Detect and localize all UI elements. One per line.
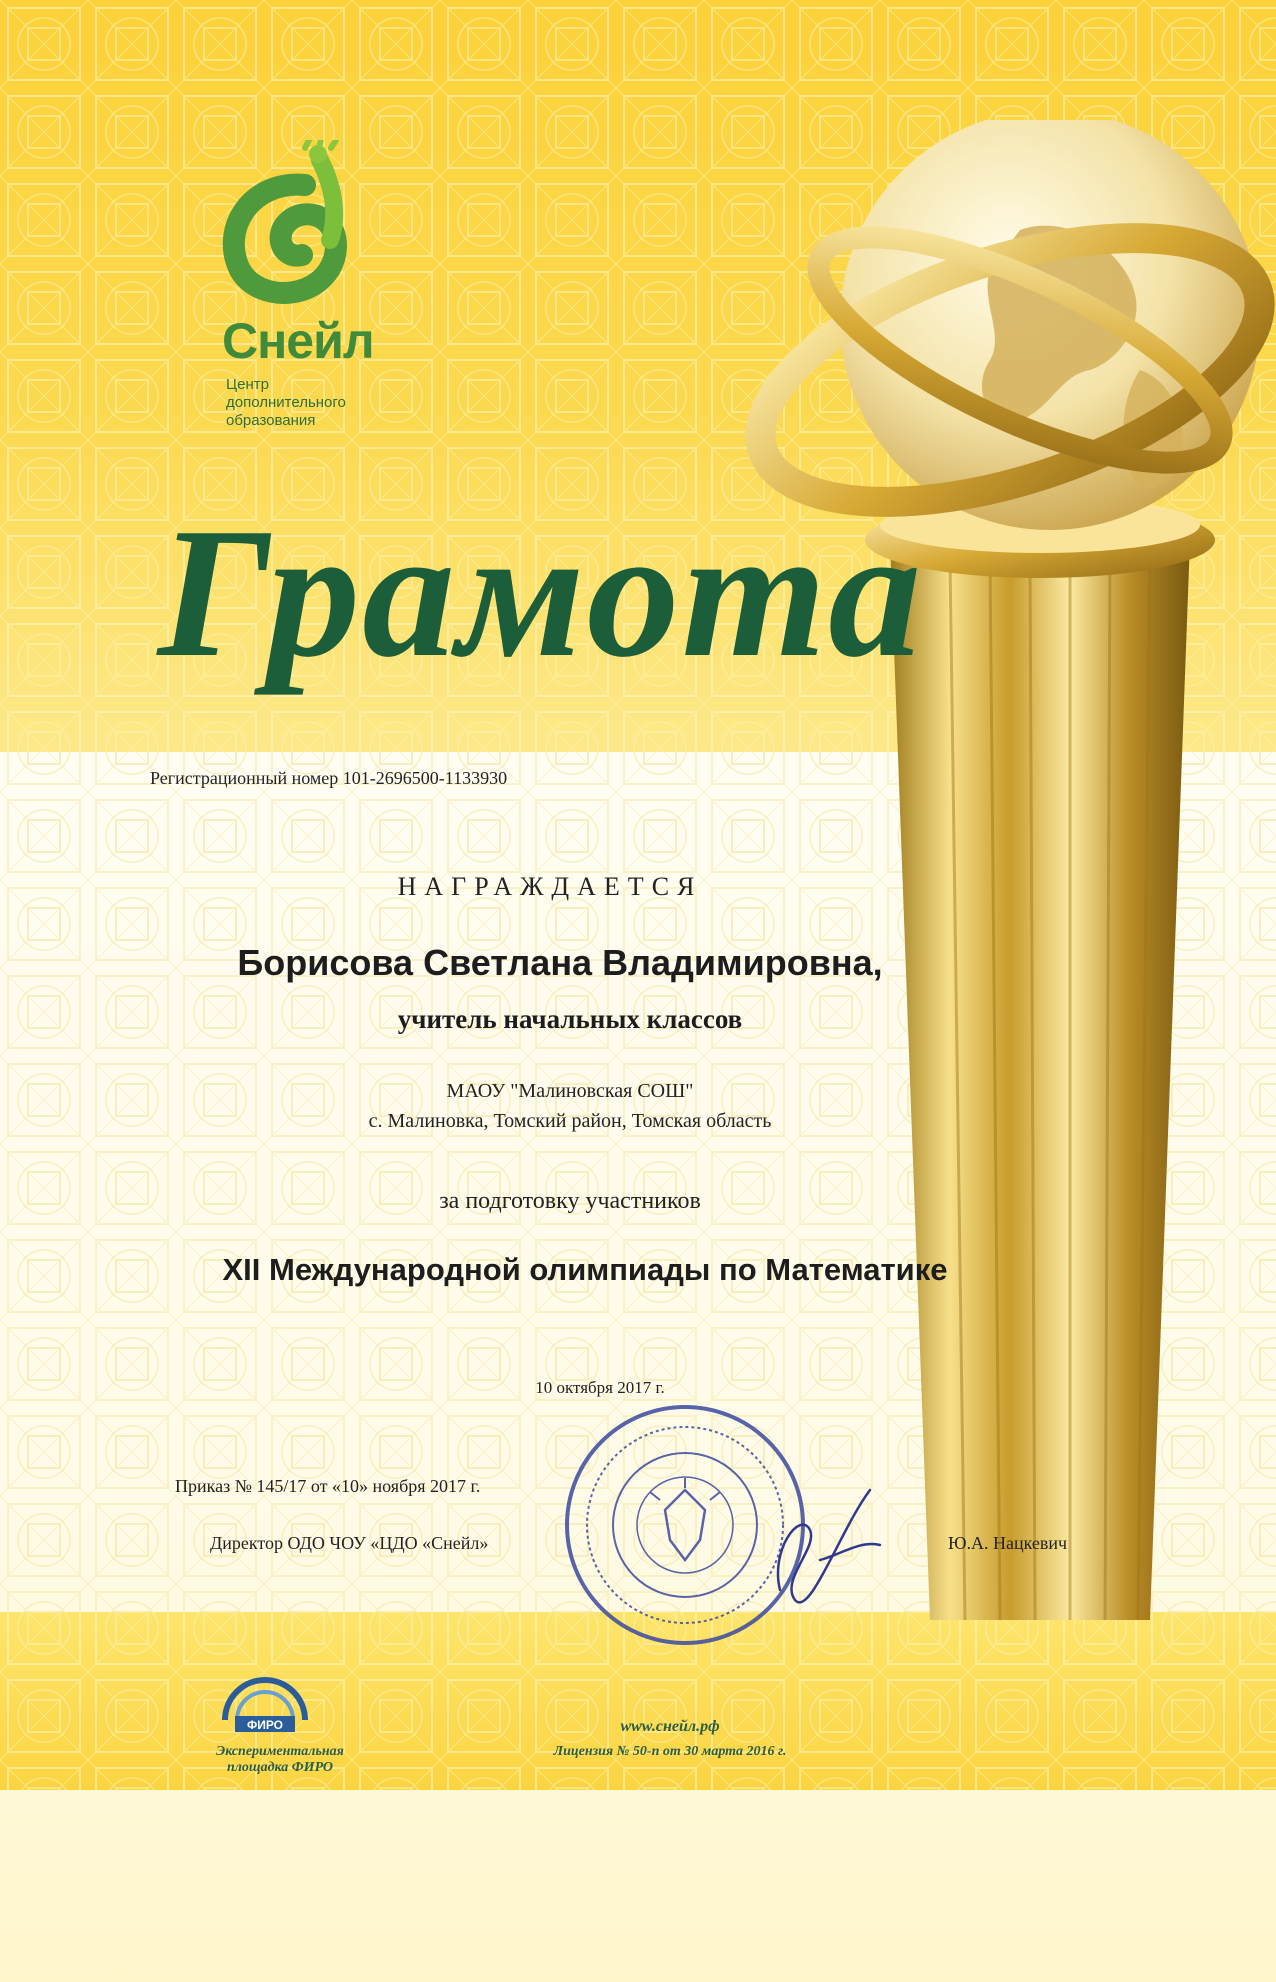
website-link[interactable]: www.снейл.рф — [620, 1718, 720, 1735]
event-name: XII Международной олимпиады по Математике — [222, 1252, 948, 1287]
firo-caption-line: Экспериментальная — [216, 1744, 344, 1759]
snail-spiral-icon — [210, 140, 380, 310]
logo-subtitle — [226, 376, 406, 430]
logo-subtitle-line: Центр — [226, 376, 269, 393]
logo-subtitle-line: дополнительного — [226, 394, 346, 411]
trophy-globe-illustration — [720, 120, 1276, 1620]
logo-name: Снейл — [222, 313, 374, 369]
award-reason: за подготовку участников — [439, 1188, 701, 1214]
award-date: 10 октября 2017 г. — [535, 1378, 665, 1397]
director-title: Директор ОДО ЧОУ «ЦДО «Снейл» — [210, 1533, 489, 1553]
certificate-title: Грамота — [158, 490, 924, 696]
recipient-name: Борисова Светлана Владимировна, — [237, 942, 883, 983]
firo-caption — [180, 1744, 380, 1776]
firo-emblem-icon — [215, 1660, 315, 1740]
school-address: с. Малиновка, Томский район, Томская область — [368, 1110, 772, 1132]
school-info — [170, 1076, 970, 1136]
registration-number: Регистрационный номер 101-2696500-1133930 — [150, 768, 508, 788]
director-name: Ю.А. Нацкевич — [948, 1533, 1068, 1553]
firo-caption-line: площадка ФИРО — [226, 1760, 334, 1775]
svg-text:ФИРО: ФИРО — [246, 1718, 284, 1732]
order-number: Приказ № 145/17 от «10» ноября 2017 г. — [175, 1476, 481, 1496]
recipient-position: учитель начальных классов — [397, 1004, 743, 1034]
director-signature — [740, 1470, 890, 1620]
logo-subtitle-line: образования — [226, 412, 316, 429]
license-info: Лицензия № 50-п от 30 марта 2016 г. — [553, 1744, 787, 1759]
award-heading: НАГРАЖДАЕТСЯ — [397, 872, 703, 901]
school-name: МАОУ "Малиновская СОШ" — [446, 1080, 694, 1102]
